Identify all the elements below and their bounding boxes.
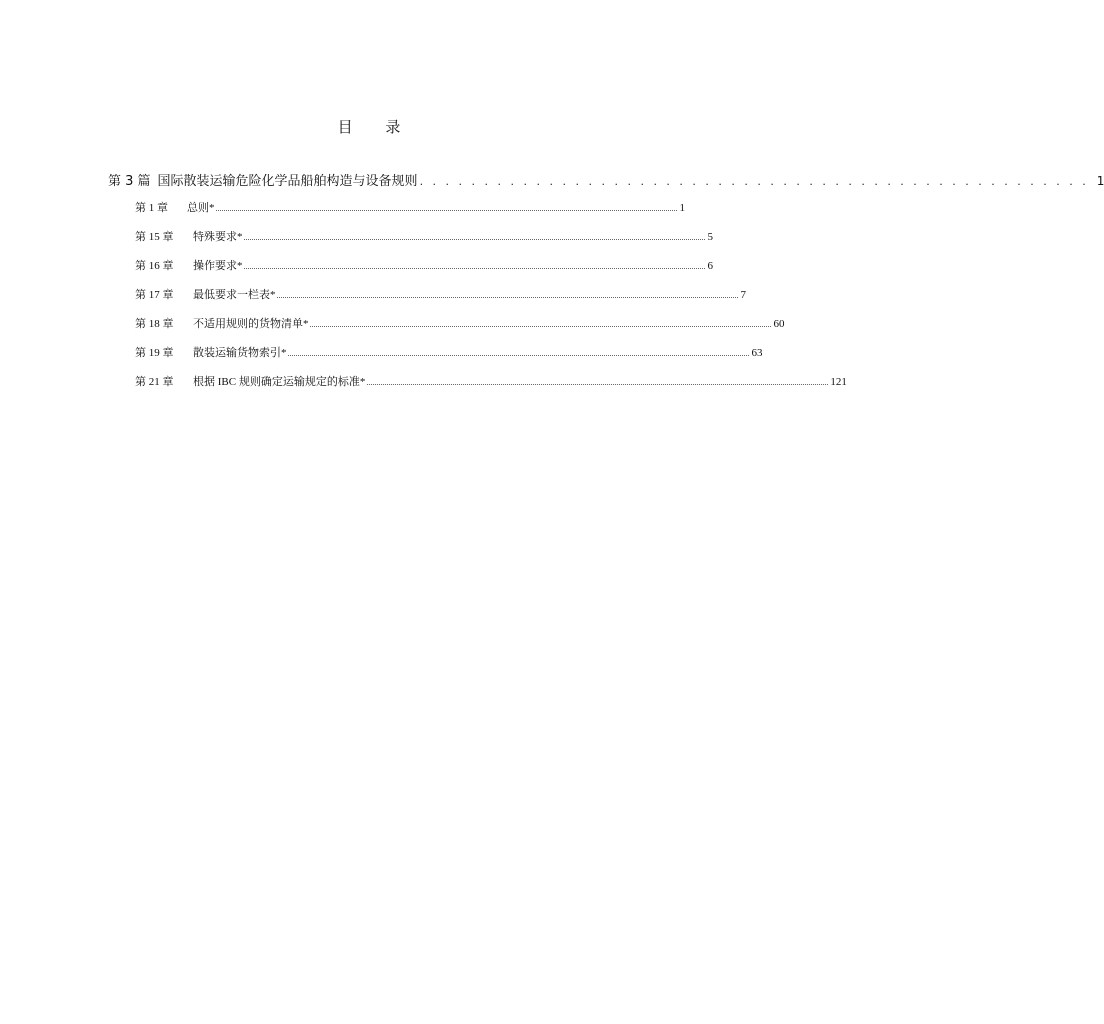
chapter-entry[interactable]	[135, 257, 713, 286]
chapter-page-number: 121	[830, 376, 847, 388]
chapter-entry[interactable]	[135, 199, 685, 228]
chapter-label: 第 21 章	[135, 376, 174, 388]
chapter-title: 散装运输货物索引*	[193, 347, 287, 359]
chapter-list	[135, 199, 847, 402]
chapter-title: 最低要求一栏表*	[193, 289, 276, 301]
chapter-label: 第 18 章	[135, 318, 174, 330]
dot-leader: .......................................................................................................................................................................................................................................	[276, 291, 739, 300]
chapter-title: 操作要求*	[193, 260, 243, 272]
chapter-page-number: 60	[773, 318, 785, 330]
chapter-label: 第 17 章	[135, 289, 174, 301]
dot-leader: . . . . . . . . . . . . . . . . . . . . . . . . . . . . . . . . . . . . . . . . . . . . . . . . . . . .	[419, 175, 1089, 188]
chapter-entry[interactable]	[135, 315, 785, 344]
part-label: 第 3 篇	[108, 174, 151, 189]
dot-leader: .......................................................................................................................................................................................................................................	[366, 378, 829, 387]
chapter-page-number: 63	[751, 347, 763, 359]
dot-leader: .......................................................................................................................................................................................................................................	[243, 262, 706, 271]
dot-leader: .......................................................................................................................................................................................................................................	[309, 320, 772, 329]
chapter-entry[interactable]	[135, 344, 763, 373]
chapter-label: 第 1 章	[135, 202, 168, 214]
chapter-entry[interactable]	[135, 286, 746, 315]
chapter-label: 第 19 章	[135, 347, 174, 359]
chapter-title: 总则*	[187, 202, 215, 214]
part-title: 国际散装运输危险化学品船舶构造与设备规则	[157, 174, 418, 189]
chapter-title: 根据 IBC 规则确定运输规定的标准*	[193, 376, 366, 388]
chapter-title: 不适用规则的货物清单*	[193, 318, 309, 330]
chapter-entry[interactable]	[135, 373, 847, 402]
chapter-label: 第 15 章	[135, 231, 174, 243]
dot-leader: .......................................................................................................................................................................................................................................	[243, 233, 706, 242]
chapter-entry[interactable]	[135, 228, 713, 257]
chapter-title: 特殊要求*	[193, 231, 243, 243]
chapter-label: 第 16 章	[135, 260, 174, 272]
chapter-page-number: 5	[707, 231, 713, 243]
dot-leader: .......................................................................................................................................................................................................................................	[215, 204, 678, 213]
dot-leader: .......................................................................................................................................................................................................................................	[287, 349, 750, 358]
toc-title: 目 录	[337, 118, 415, 136]
chapter-page-number: 7	[740, 289, 746, 301]
chapter-page-number: 1	[679, 202, 685, 214]
part-page-number: 1	[1096, 174, 1104, 188]
toc-part-entry[interactable]	[108, 170, 1104, 189]
chapter-page-number: 6	[707, 260, 713, 272]
